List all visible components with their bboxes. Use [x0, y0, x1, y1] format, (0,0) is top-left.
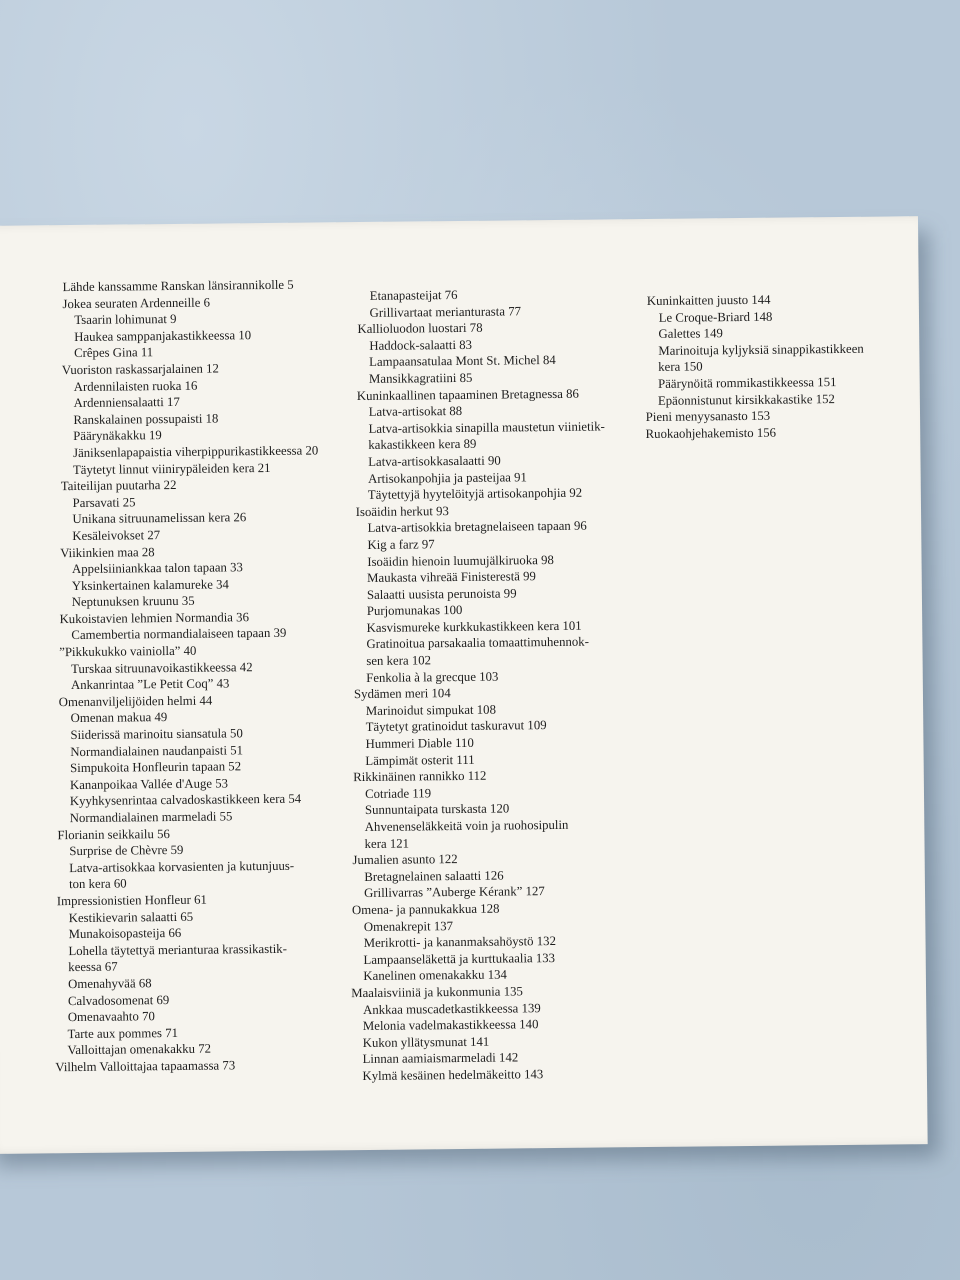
toc-recipe-entry: Munakoisopasteija 66	[68, 926, 182, 942]
toc-recipe-entry: Latva-artisokkasalaatti 90	[368, 453, 501, 469]
toc-recipe-entry: Ardennilaisten ruoka 16	[73, 378, 198, 394]
toc-recipe-entry: Kylmä kesäinen hedelmäkeitto 143	[362, 1067, 544, 1083]
toc-section-title: Jumalien asunto 122	[352, 852, 458, 868]
toc-recipe-entry: Omenahyvää 68	[68, 976, 152, 992]
toc-recipe-entry: sen kera 102	[366, 653, 432, 669]
toc-recipe-entry: Neptunuksen kruunu 35	[71, 594, 195, 610]
toc-recipe-entry: Latva-artisokkia sinapilla maustetun viinietik-	[368, 419, 605, 436]
toc-section-title: Pieni menyysanasto 153	[645, 408, 771, 425]
toc-recipe-entry: Omenavaahto 70	[67, 1009, 155, 1025]
toc-recipe-entry: Bretagnelainen salaatti 126	[364, 868, 504, 884]
toc-column-2	[351, 285, 649, 1084]
toc-section-title: Omenanviljelijöiden helmi 44	[58, 693, 213, 710]
toc-recipe-entry: Siiderissä marinoitu siansatula 50	[70, 726, 243, 743]
toc-recipe-entry: Tarte aux pommes 71	[67, 1025, 179, 1041]
toc-recipe-entry: Sunnuntaipata turskasta 120	[364, 801, 510, 818]
toc-recipe-entry: Omenakrepit 137	[363, 918, 454, 934]
toc-section-title: Kukoistavien lehmien Normandia 36	[59, 610, 250, 627]
toc-recipe-entry: Ankkaa muscadetkastikkeessa 139	[362, 1000, 541, 1017]
toc-recipe-entry: Grillivarras ”Auberge Kérank” 127	[364, 884, 545, 901]
toc-recipe-entry: Camembertia normandialaiseen tapaan 39	[71, 626, 287, 643]
toc-recipe-entry: Lampaanseläkettä ja kurttukaalia 133	[363, 950, 556, 967]
toc-recipe-entry: Appelsiiniankkaa talon tapaan 33	[71, 560, 243, 577]
toc-recipe-entry: Haukea samppanjakastikkeessa 10	[74, 327, 252, 344]
toc-recipe-entry: kakastikkeen kera 89	[368, 437, 477, 453]
toc-recipe-entry: Kukon yllätysmunat 141	[362, 1034, 490, 1050]
toc-section-title: Maalaisviiniä ja kukonmunia 135	[351, 984, 523, 1001]
toc-section-title: Kuninkaitten juusto 144	[646, 292, 771, 308]
toc-recipe-entry: Turskaa sitruunavoikastikkeessa 42	[70, 659, 253, 676]
toc-recipe-entry: Hummeri Diable 110	[365, 735, 474, 752]
toc-recipe-entry: keessa 67	[68, 959, 118, 975]
toc-recipe-entry: Marinoituja kyljyksiä sinappikastikkeen	[658, 341, 864, 358]
toc-section-title: Sydämen meri 104	[353, 686, 451, 702]
toc-recipe-entry: Omenan makua 49	[70, 710, 168, 726]
toc-recipe-entry: Lämpimät osterit 111	[365, 752, 475, 768]
toc-recipe-entry: Melonia vadelmakastikkeessa 140	[362, 1017, 539, 1034]
toc-recipe-entry: Normandialainen naudanpaisti 51	[70, 742, 244, 759]
toc-recipe-entry: Crêpes Gina 11	[73, 345, 154, 361]
toc-recipe-entry: Calvadosomenat 69	[67, 992, 170, 1008]
toc-section-title: Ruokaohjehakemisto 156	[645, 425, 777, 441]
toc-recipe-entry: Purjomunakas 100	[366, 603, 463, 619]
toc-recipe-entry: Kananpoikaa Vallée d'Auge 53	[69, 776, 229, 792]
toc-recipe-entry: Latva-artisokat 88	[368, 404, 463, 420]
toc-recipe-entry: Päärynäkakku 19	[73, 428, 162, 444]
toc-section-title: Vuoriston raskassarjalainen 12	[61, 361, 219, 378]
toc-section-title: Lähde kanssamme Ranskan länsirannikolle 5	[62, 277, 294, 295]
toc-recipe-entry: Parsavati 25	[72, 495, 136, 510]
toc-recipe-entry: Gratinoitua parsakaalia tomaattimuhennok-	[366, 635, 589, 652]
toc-section-title: Taiteilijan puutarha 22	[60, 478, 177, 494]
toc-recipe-entry: Haddock-salaatti 83	[369, 337, 473, 353]
toc-recipe-entry: Salaatti uusista perunoista 99	[366, 586, 517, 602]
toc-recipe-entry: Epäonnistunut kirsikkakastike 152	[657, 391, 835, 408]
toc-recipe-entry: Ahvenenseläkkeitä voin ja ruohosipulin	[364, 817, 569, 834]
toc-section-title: Omena- ja pannukakkua 128	[351, 901, 500, 918]
toc-recipe-entry: kera 150	[658, 359, 703, 375]
toc-recipe-entry: Marinoidut simpukat 108	[365, 702, 497, 718]
toc-recipe-entry: Päärynöitä rommikastikkeessa 151	[657, 374, 837, 391]
toc-recipe-entry: ton kera 60	[68, 876, 127, 892]
toc-section-title: Rikkinäinen rannikko 112	[353, 768, 487, 785]
toc-recipe-entry: Ankanrintaa ”Le Petit Coq” 43	[70, 676, 230, 693]
toc-section-title: Kallioluodon luostari 78	[357, 320, 483, 337]
toc-recipe-entry: Unikana sitruunamelissan kera 26	[72, 510, 247, 527]
toc-recipe-entry: Surprise de Chèvre 59	[69, 843, 184, 859]
toc-recipe-entry: Artisokanpohjia ja pasteijaa 91	[367, 469, 527, 486]
toc-recipe-entry: Kyyhkysenrintaa calvadoskastikkeen kera 54	[69, 792, 302, 809]
toc-recipe-entry: Valloittajan omenakakku 72	[67, 1041, 212, 1058]
toc-section-title: Kuninkaallinen tapaaminen Bretagnessa 86	[356, 386, 579, 403]
toc-recipe-entry: Kesäleivokset 27	[72, 528, 161, 543]
toc-recipe-entry: kera 121	[364, 836, 410, 851]
toc-recipe-entry: Linnan aamiaismarmeladi 142	[362, 1050, 519, 1067]
toc-recipe-entry: Galettes 149	[658, 326, 723, 342]
toc-section-title: Florianin seikkailu 56	[57, 826, 170, 842]
toc-recipe-entry: Maukasta vihreää Finisterestä 99	[367, 569, 536, 586]
toc-recipe-entry: Kestikievarin salaatti 65	[68, 909, 194, 925]
toc-recipe-entry: Grillivartaat merianturasta 77	[369, 303, 522, 320]
toc-section-title: ”Pikkukukko vainiolla” 40	[59, 643, 197, 660]
book-page	[0, 216, 928, 1154]
toc-section-title: Impressionistien Honfleur 61	[56, 892, 207, 909]
toc-recipe-entry: Cotriade 119	[365, 786, 432, 801]
toc-recipe-entry: Mansikkagratiini 85	[368, 370, 473, 386]
toc-recipe-entry: Isoäidin hienoin luumujälkiruoka 98	[367, 552, 554, 569]
toc-recipe-entry: Merikrotti- ja kananmaksahöystö 132	[363, 934, 557, 951]
toc-column-3	[645, 290, 907, 442]
toc-recipe-entry: Lampaansatulaa Mont St. Michel 84	[369, 353, 556, 370]
toc-recipe-entry: Le Croque-Briard 148	[658, 309, 773, 325]
toc-recipe-entry: Jäniksenlapapaistia viherpippurikastikkeessa 20	[73, 443, 319, 460]
toc-recipe-entry: Täytetyt linnut viinirypäleiden kera 21	[72, 460, 271, 477]
toc-section-title: Viikinkien maa 28	[60, 544, 155, 560]
toc-recipe-entry: Simpukoita Honfleurin tapaan 52	[70, 759, 242, 776]
toc-recipe-entry: Latva-artisokkia bretagnelaiseen tapaan 96	[367, 518, 587, 536]
toc-recipe-entry: Kig a farz 97	[367, 537, 435, 552]
toc-recipe-entry: Kasvismureke kurkkukastikkeen kera 101	[366, 618, 582, 635]
toc-recipe-entry: Latva-artisokkaa korvasienten ja kutunjuus-	[69, 858, 295, 875]
toc-section-title: Vilhelm Valloittajaa tapaamassa 73	[55, 1058, 236, 1075]
toc-recipe-entry: Etanapasteijat 76	[369, 287, 458, 303]
toc-section-title: Isoäidin herkut 93	[355, 503, 449, 519]
toc-recipe-entry: Kanelinen omenakakku 134	[363, 967, 508, 984]
toc-section-title: Jokea seuraten Ardenneille 6	[62, 295, 211, 311]
toc-recipe-entry: Tsaarin lohimunat 9	[74, 312, 177, 328]
toc-recipe-entry: Lohella täytettyä merianturaa krassikastik-	[68, 941, 288, 958]
toc-recipe-entry: Täytetyt gratinoidut taskuravut 109	[365, 718, 547, 735]
toc-recipe-entry: Täytettyjä hyytelöityjä artisokanpohjia 92	[367, 485, 583, 503]
toc-recipe-entry: Ranskalainen possupaisti 18	[73, 411, 219, 427]
toc-column-1	[55, 276, 381, 1076]
toc-recipe-entry: Ardenniensalaatti 17	[73, 395, 180, 411]
toc-recipe-entry: Fenkolia à la grecque 103	[366, 669, 499, 685]
toc-recipe-entry: Yksinkertainen kalamureke 34	[71, 577, 229, 593]
toc-recipe-entry: Normandialainen marmeladi 55	[69, 809, 233, 826]
